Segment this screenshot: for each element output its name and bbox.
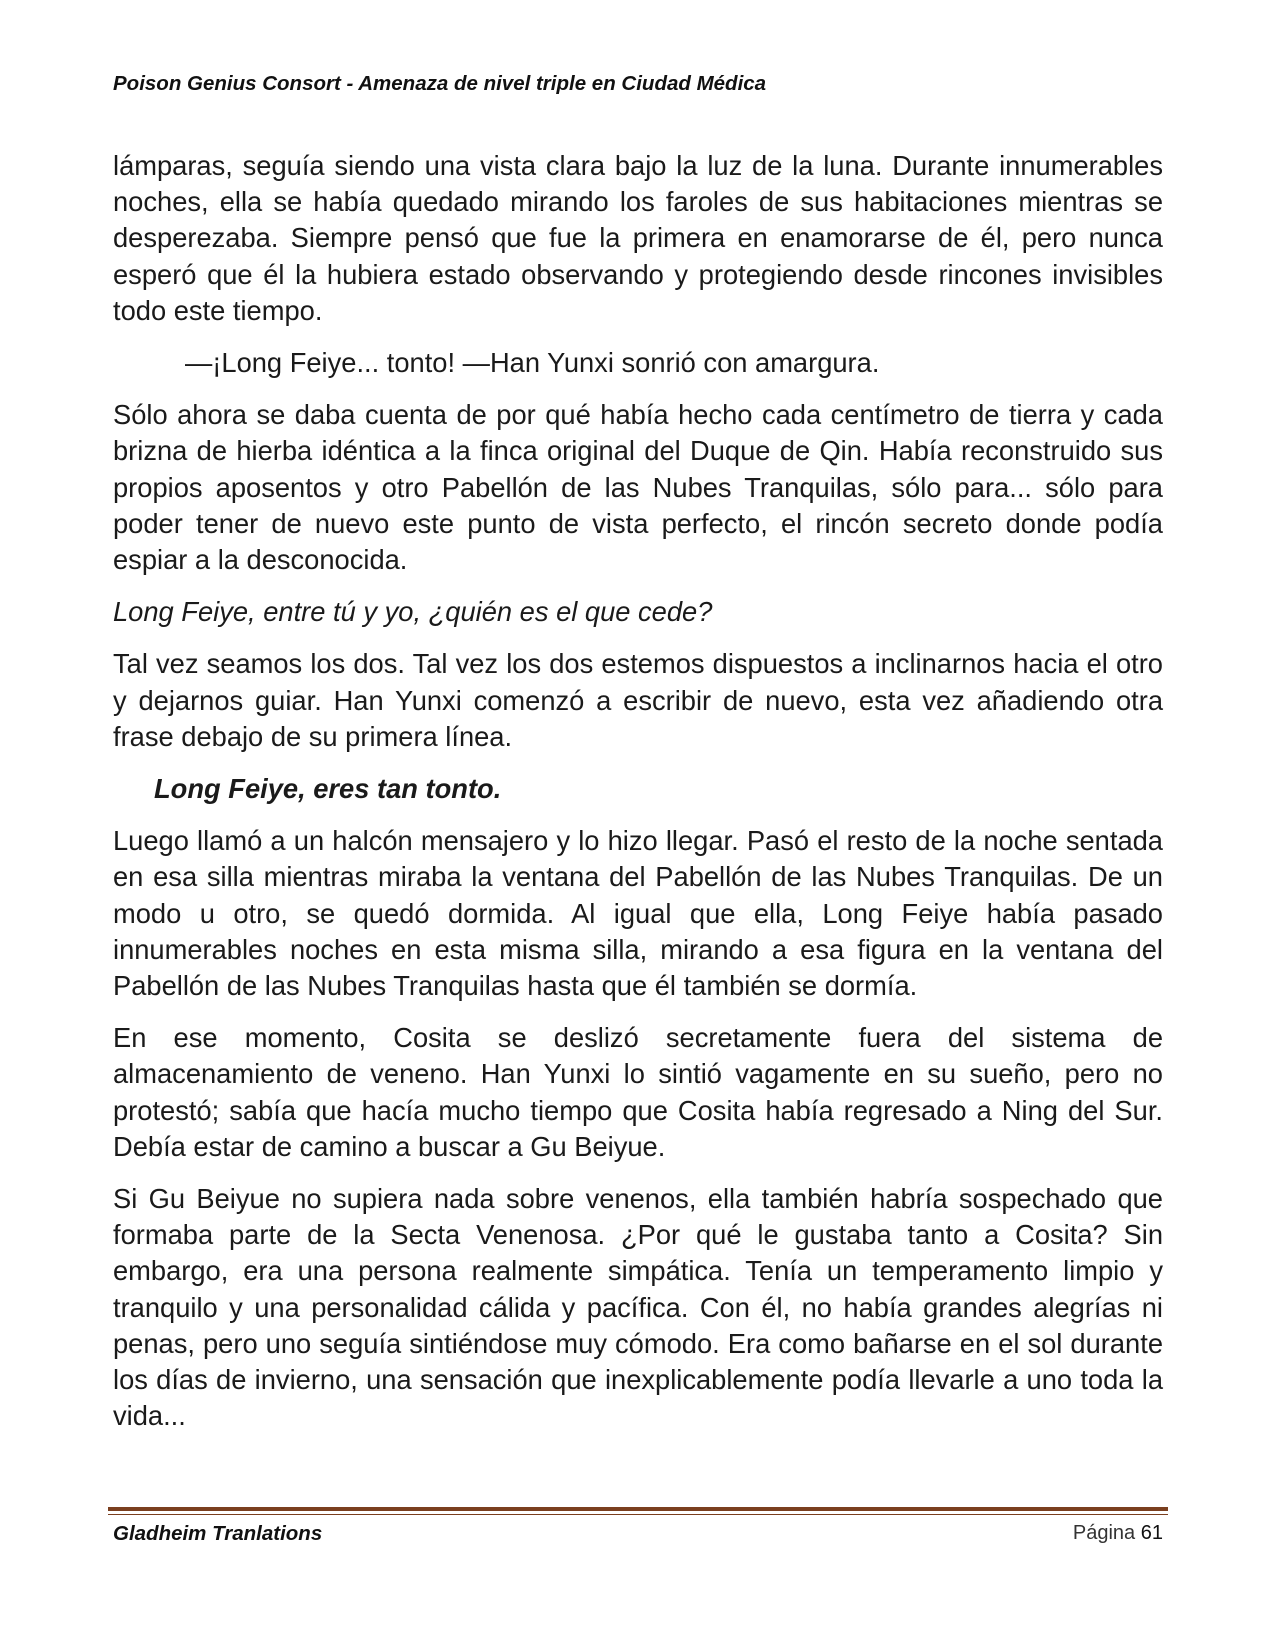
paragraph: Luego llamó a un halcón mensajero y lo hizo llegar. Pasó el resto de la noche sentada en esa silla mientras miraba la ventana del Pabellón de las Nubes Tranquilas. De un modo u otro, se quedó dormida. Al igual que ella, Long Feiye había pasado innumerables noches en esta misma silla, mirando a esa figura en la ventana del Pabellón de las Nubes Tranquilas hasta que él también se dormía. (113, 825, 1163, 1002)
footer-rule (108, 1507, 1168, 1511)
dialogue-line: —¡Long Feiye... tonto! —Han Yunxi sonrió con amargura. (185, 347, 880, 379)
footer-publisher: Gladheim Tranlations (113, 1522, 323, 1545)
italic-thought: Long Feiye, entre tú y yo, ¿quién es el que cede? (113, 596, 713, 628)
page-number-label (1073, 1522, 1163, 1545)
paragraph: Si Gu Beiyue no supiera nada sobre venenos, ella también habría sospechado que formaba parte de la Secta Venenosa. ¿Por qué le gustaba tanto a Cosita? Sin embargo, era una persona realmente simpática. Tenía un temperamento limpio y tranquilo y una personalidad cálida y pacífica. Con él, no había grandes alegrías ni penas, pero uno seguía sintiéndose muy cómodo. Era como bañarse en el sol durante los días de invierno, una sensación que inexplicablemente podía llevarle a uno toda la vida... (113, 1183, 1163, 1432)
letter-line: Long Feiye, eres tan tonto. (154, 773, 502, 805)
paragraph: En ese momento, Cosita se deslizó secretamente fuera del sistema de almacenamiento de veneno. Han Yunxi lo sintió vagamente en su sueño, pero no protestó; sabía que hacía mucho tiempo que Cosita había regresado a Ning del Sur. Debía estar de camino a buscar a Gu Beiyue. (113, 1022, 1163, 1162)
body-text (113, 148, 1163, 1451)
page-label: Página (1072, 1522, 1136, 1544)
paragraph: Tal vez seamos los dos. Tal vez los dos estemos dispuestos a inclinarnos hacia el otro y dejarnos guiar. Han Yunxi comenzó a escribir de nuevo, esta vez añadiendo otra frase debajo de su primera línea. (113, 648, 1163, 752)
paragraph: Sólo ahora se daba cuenta de por qué había hecho cada centímetro de tierra y cada brizna de hierba idéntica a la finca original del Duque de Qin. Había reconstruido sus propios aposentos y otro Pabellón de las Nubes Tranquilas, sólo para... sólo para poder tener de nuevo este punto de vista perfecto, el rincón secreto donde podía espiar a la desconocida. (113, 399, 1163, 576)
running-header: Poison Genius Consort - Amenaza de nivel triple en Ciudad Médica (113, 72, 767, 95)
paragraph: lámparas, seguía siendo una vista clara bajo la luz de la luna. Durante innumerables noches, ella se había quedado mirando los faroles de sus habitaciones mientras se desperezaba. Siempre pensó que fue la primera en enamorarse de él, pero nunca esperó que él la hubiera estado observando y protegiendo desde rincones invisibles todo este tiempo. (113, 150, 1163, 326)
page-number: 61 (1140, 1522, 1163, 1544)
footer-rule-thin (108, 1514, 1168, 1515)
